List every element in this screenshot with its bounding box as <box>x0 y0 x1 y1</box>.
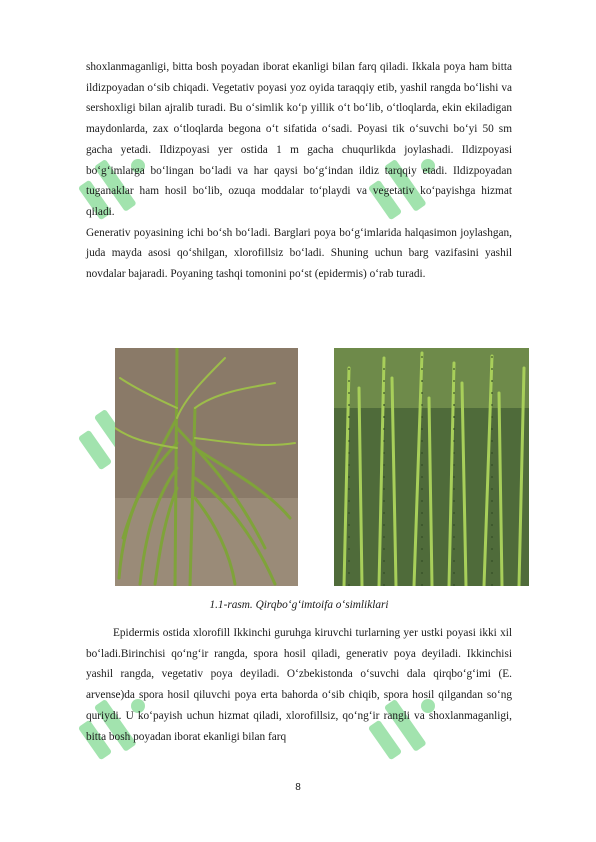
body-text-top <box>86 57 512 285</box>
photo-horsetail-field <box>334 348 529 586</box>
paragraph: Epidermis ostida xlorofill Ikkinchi guruhga kiruvchi turlarning yer ustki poyasi ikki xil bo‘ladi.Birinchisi qo‘ng‘ir rangda, spora hosil qiladi, generativ poya deyiladi. Ikkinchisi yashil rangda, vegetativ poya deyiladi. O‘zbekistonda o‘suvchi dala qirqbo‘g‘imi (E. arvense)da spora hosil qiluvchi poya erta bahorda o‘sib chiqib, spora hosil qilgandan so‘ng quriydi. U ko‘payish uchun hizmat qiladi, xlorofillsiz, qo‘ng‘ir rangli va shoxlanmaganligi, bitta bosh poyadan iborat ekanligi bilan farq <box>86 627 512 743</box>
paragraph: Generativ poyasining ichi bo‘sh bo‘ladi. Barglari poya bo‘g‘imlarida halqasimon joylashgan, juda mayda asosi qo‘shilgan, xlorofillsiz bo‘ladi. Shuning uchun barg vazifasini yashil novdalar bajaradi. Poyaning tashqi tomonini po‘st (epidermis) o‘rab turadi. <box>86 226 512 281</box>
paragraph: shoxlanmaganligi, bitta bosh poyadan iborat ekanligi bilan farq qiladi. Ikkala poya ham bitta ildizpoyadan o‘sib chiqadi. Vegetativ poyasi yoz oyida taraqqiy etib, yashil rangda bo‘lishi va sershoxligi bilan ajralib turadi. Bu o‘simlik ko‘p yillik o‘t bo‘lib, o‘tloqlarda, ekin ekiladigan maydonlarda, zax o‘tloqlarda begona o‘t sifatida o‘sadi. Poyasi tik o‘suvchi bo‘yi 50 sm gacha yetadi. Ildizpoyasi yer ostida 1 m gacha chuqurlikda joylashadi. Ildizpoyasi bo‘g‘imlarga bo‘lingan bo‘ladi va har qaysi bo‘g‘indan ildiz tarqqiy etadi. Ildizpoyadan tuganaklar ham hosil bo‘lib, ozuqa moddalar to‘playdi va vegetativ ko‘payishga hizmat qiladi. <box>86 61 512 218</box>
body-text-bottom <box>86 623 512 747</box>
figure-caption: 1.1-rasm. Qirqbo‘g‘imtoifa o‘simliklari <box>209 599 389 611</box>
page-number: 8 <box>295 782 301 793</box>
photo-horsetail-branched <box>115 348 298 586</box>
